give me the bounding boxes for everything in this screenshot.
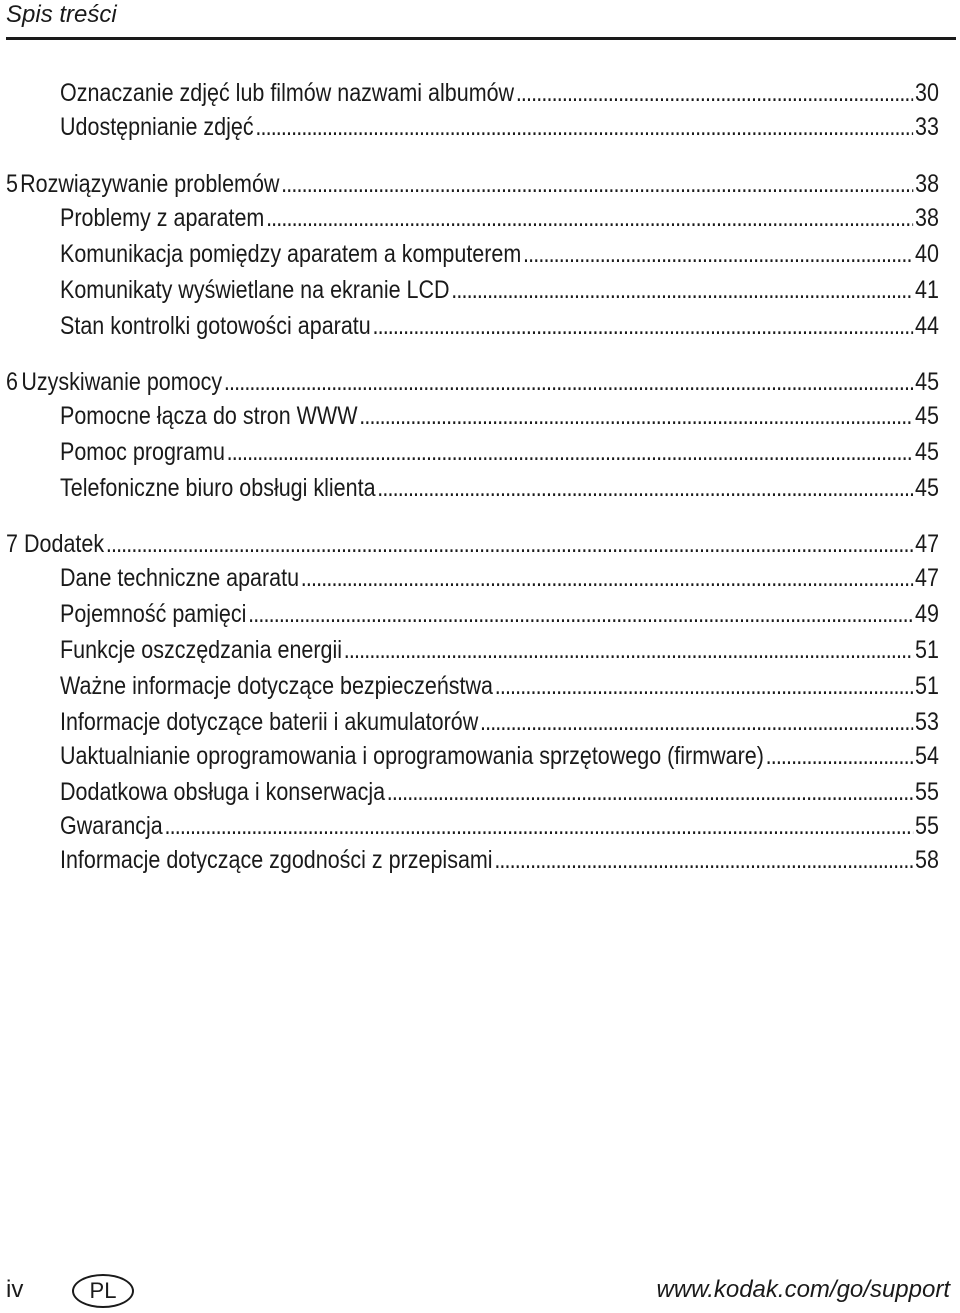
language-badge-label: PL [89, 1278, 117, 1303]
dot-leader [164, 810, 913, 842]
toc-entry-title: Pomocne łącza do stron WWW [60, 402, 358, 430]
toc-entry-page: 53 [915, 708, 939, 736]
toc-entry-page: 38 [915, 170, 940, 198]
dot-leader [106, 528, 914, 560]
toc-entry-title: Dodatkowa obsługa i konserwacja [60, 778, 386, 806]
toc-entry-page: 44 [915, 312, 939, 340]
dot-leader [495, 670, 914, 702]
toc-entry[interactable] [60, 436, 939, 468]
dot-leader [494, 844, 913, 876]
toc-entry-title: Informacje dotyczące zgodności z przepisami [60, 846, 493, 874]
dot-leader [248, 598, 913, 630]
dot-leader [227, 436, 914, 468]
toc-entry[interactable] [60, 598, 939, 630]
toc-entry-title: Funkcje oszczędzania energii [60, 636, 343, 664]
toc-entry-page: 45 [915, 368, 940, 396]
toc-entry-page: 54 [915, 742, 939, 770]
toc-entry-title: Dodatek [24, 530, 105, 558]
toc-entry-title: Uzyskiwanie pomocy [21, 368, 223, 396]
toc-entry[interactable] [60, 776, 939, 808]
toc-entry-page: 49 [915, 600, 939, 628]
toc-entry-page: 45 [915, 438, 939, 466]
dot-leader [344, 634, 914, 666]
toc-entry[interactable] [60, 740, 939, 772]
toc-entry[interactable] [60, 810, 939, 842]
toc-entry-title: Pojemność pamięci [60, 600, 247, 628]
toc-entry-page: 45 [915, 402, 939, 430]
language-badge [72, 1274, 134, 1308]
toc-entry-title: Problemy z aparatem [60, 204, 265, 232]
toc-entry-page: 30 [915, 79, 939, 107]
dot-leader [224, 366, 914, 398]
toc-entry[interactable] [60, 77, 939, 109]
toc-entry-title: Ważne informacje dotyczące bezpieczeństwa [60, 672, 493, 700]
dot-leader [451, 274, 913, 306]
toc-entry[interactable] [60, 202, 939, 234]
toc-entry-page: 55 [915, 812, 939, 840]
toc-entry-page: 51 [915, 636, 939, 664]
page-title: Spis treści [6, 1, 117, 28]
toc-entry[interactable] [60, 274, 939, 306]
support-url: www.kodak.com/go/support [656, 1276, 950, 1303]
toc-entry-page: 58 [915, 846, 939, 874]
toc-chapter-entry[interactable] [6, 168, 939, 200]
dot-leader [359, 400, 913, 432]
dot-leader [377, 472, 913, 504]
toc-entry[interactable] [60, 310, 939, 342]
dot-leader [480, 706, 913, 738]
toc-chapter-entry[interactable] [6, 366, 939, 398]
toc-entry[interactable] [60, 706, 939, 738]
chapter-number: 6 [6, 368, 18, 396]
toc-entry-title: Stan kontrolki gotowości aparatu [60, 312, 371, 340]
toc-entry-title: Gwarancja [60, 812, 163, 840]
toc-entry[interactable] [60, 111, 939, 143]
toc-entry-title: Udostępnianie zdjęć [60, 113, 254, 141]
toc-entry-page: 40 [915, 240, 939, 268]
dot-leader [266, 202, 913, 234]
dot-leader [281, 168, 913, 200]
dot-leader [255, 111, 913, 143]
toc-entry-page: 41 [915, 276, 939, 304]
toc-entry-title: Komunikacja pomiędzy aparatem a komputerem [60, 240, 522, 268]
dot-leader [523, 238, 913, 270]
toc-entry[interactable] [60, 634, 939, 666]
dot-leader [387, 776, 913, 808]
chapter-number: 5 [6, 170, 18, 198]
toc-entry-page: 51 [915, 672, 939, 700]
toc-entry-page: 33 [915, 113, 939, 141]
toc-entry-title: Komunikaty wyświetlane na ekranie LCD [60, 276, 450, 304]
toc-entry[interactable] [60, 238, 939, 270]
chapter-number: 7 [6, 530, 18, 558]
toc-entry-page: 45 [915, 474, 939, 502]
toc-entry[interactable] [60, 562, 939, 594]
toc-entry-title: Dane techniczne aparatu [60, 564, 300, 592]
toc-entry-title: Oznaczanie zdjęć lub filmów nazwami albumów [60, 79, 515, 107]
page-number: iv [6, 1276, 24, 1303]
toc-entry[interactable] [60, 472, 939, 504]
toc-entry-page: 38 [915, 204, 939, 232]
toc-entry[interactable] [60, 400, 939, 432]
toc-entry-page: 47 [915, 530, 940, 558]
dot-leader [372, 310, 913, 342]
toc-chapter-entry[interactable] [6, 528, 939, 560]
page-footer [0, 1270, 960, 1313]
dot-leader [301, 562, 914, 594]
toc-entry[interactable] [60, 670, 939, 702]
toc-entry-title: Uaktualnianie oprogramowania i oprogramowania sprzętowego (firmware) [60, 742, 764, 770]
toc-entry-title: Telefoniczne biuro obsługi klienta [60, 474, 376, 502]
toc-entry-title: Informacje dotyczące baterii i akumulatorów [60, 708, 479, 736]
toc-entry[interactable] [60, 844, 939, 876]
dot-leader [516, 77, 913, 109]
toc-entry-page: 55 [915, 778, 939, 806]
toc-entry-title: Pomoc programu [60, 438, 225, 466]
dot-leader [766, 740, 914, 772]
toc-entry-title: Rozwiązywanie problemów [20, 170, 280, 198]
toc-entry-page: 47 [915, 564, 939, 592]
